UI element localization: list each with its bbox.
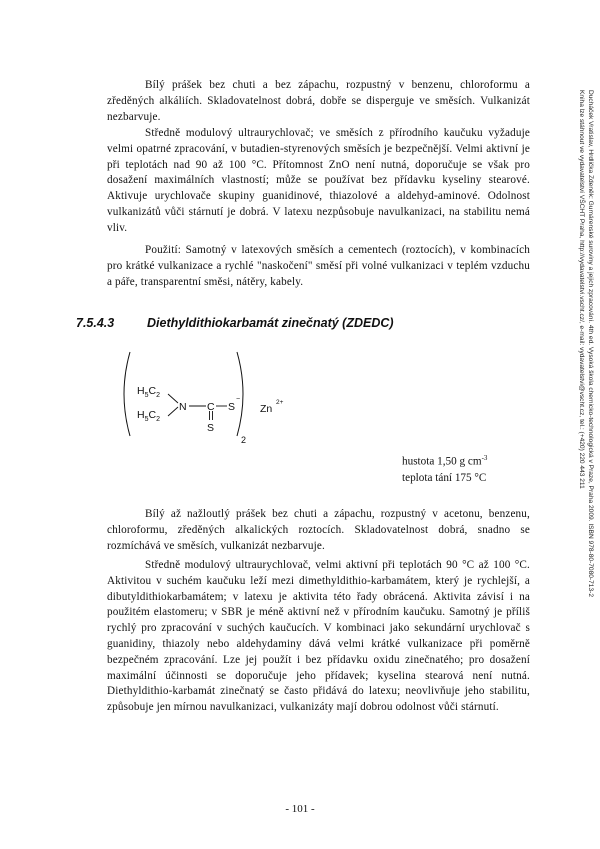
structural-formula <box>120 348 300 448</box>
zinc-charge: 2+ <box>276 399 284 406</box>
physical-properties <box>402 450 487 486</box>
melting-point: teplota tání 175 °C <box>402 471 487 484</box>
paragraph-properties-2: Středně modulový ultraurychlovač, velmi aktivní při teplotách 90 °C až 100 °C. Aktivitou v suchém kaučuku leží mezi dimethyldithio-karbamátem, který je rychlejší, a dibutyldithiokarbamátem; v latexu je aktivita této řady obrácená. Aktivita závisí i na použitém elastomeru; v SBR je méně aktivní než v přírodním kaučuku. Samotný je příliš rychlý pro zpracování v suchých kaučucích. V kombinaci jako sekundární urychlovač s guanidiny, thiazoly nebo aldehydaminy dává velmi krátké vulkanizace při poměrně bezpečném zpracování. Lze jej použít i bez přídavku oxidu zinečnatého; pro dosažení maximální účinnosti se doporučuje jeho přídavek; kyselina stearová není nutná. Diethyldithio-karbamát zinečnatý se často přidává do latexu; neovlivňuje jeho stabilitu, způsobuje jen mírnou navulkanizaci, vulkanizáty mají dobrou odolnost vůči stárnutí. <box>107 559 530 714</box>
paragraph-description-2: Bílý až nažloutlý prášek bez chuti a zápachu, rozpustný v acetonu, benzenu, chloroformu, zředěných alkalických roztocích. Skladovatelnost dobrá, snadno se rozmíchává ve směsích, vulkanizát nezbarvuje. <box>107 508 530 552</box>
copyright-sidebar <box>577 90 595 597</box>
ethyl-bottom: $H_5C_2$ <box>137 409 160 423</box>
section-title: Diethyldithiokarbamát zinečnatý (ZDEDC) <box>147 316 394 330</box>
sidebar-download-info: Kniha lze stáhnout ve vydavatelství VŠCHT Praha, http://vydavatelstvi.vscht.cz/, e-mail: vydavatelstvi@vscht.cz, tel.: (+420) 220 443 211 <box>578 90 585 489</box>
paragraph-properties-1: Středně modulový ultraurychlovač; ve směsích z přírodního kaučuku vyžaduje velmi opatrné zpracování, v butadien-styrenových směsích je bezpečnější. Velmi aktivní je při teplotách nad 90 až 100 °C. Přítomnost ZnO není nutná, doporučuje se však pro dosažení maximálních vlastností; může se používat bez přídavku kyseliny stearové. Aktivuje urychlovače skupiny guanidinové, thiazolové a aldehyd-aminové. Odolnost vulkanizátů vůči stárnutí je dobrá. V latexu nezpůsobuje navulkanizaci, na stabilitu nemá vliv. <box>107 127 530 234</box>
section-heading <box>76 316 394 330</box>
nitrogen-atom: N <box>179 401 187 413</box>
carbon-atom: C <box>207 401 215 413</box>
ethyl-top: $H_5C_2$ <box>137 385 160 399</box>
paragraph-usage-1: Použití: Samotný v latexových směsích a cementech (roztocích), v kombinacích pro krátké vulkanizace a rychlé "naskočení" směsí při volné vulkanizaci v teplém vzduchu a páře, transparentní směsi, nátěry, kabely. <box>107 244 530 288</box>
right-bracket <box>237 352 243 436</box>
section-number: 7.5.4.3 <box>76 316 115 330</box>
sulfur-anion: S <box>228 401 236 413</box>
bracket-subscript: 2 <box>241 435 247 445</box>
sidebar-citation: Ducháček Vratislav, Hrdlička Zdeněk: Gumárenské suroviny a jejich zpracování. 4th ed. Vysoká škola chemicko-technologická v Praze, Praha 2009. ISBN 978-80-7080-713-2 <box>587 90 594 597</box>
zinc-ion: Zn <box>260 403 273 415</box>
bond-ethyl-top <box>168 394 178 403</box>
sulfur-double: S <box>207 422 215 434</box>
left-bracket <box>124 352 130 436</box>
paragraph-description-1: Bílý prášek bez chuti a bez zápachu, rozpustný v benzenu, chloroformu a zředěných alkáliích. Skladovatelnost dobrá, dobře se disperguje ve směsích. Vulkanizát nezbarvuje. <box>107 79 530 123</box>
page-number: - 101 - <box>285 803 315 815</box>
density: hustota 1,50 g $cm^{-3}$ <box>402 454 488 468</box>
sulfur-charge: − <box>236 396 241 403</box>
bond-ethyl-bottom <box>168 407 178 416</box>
